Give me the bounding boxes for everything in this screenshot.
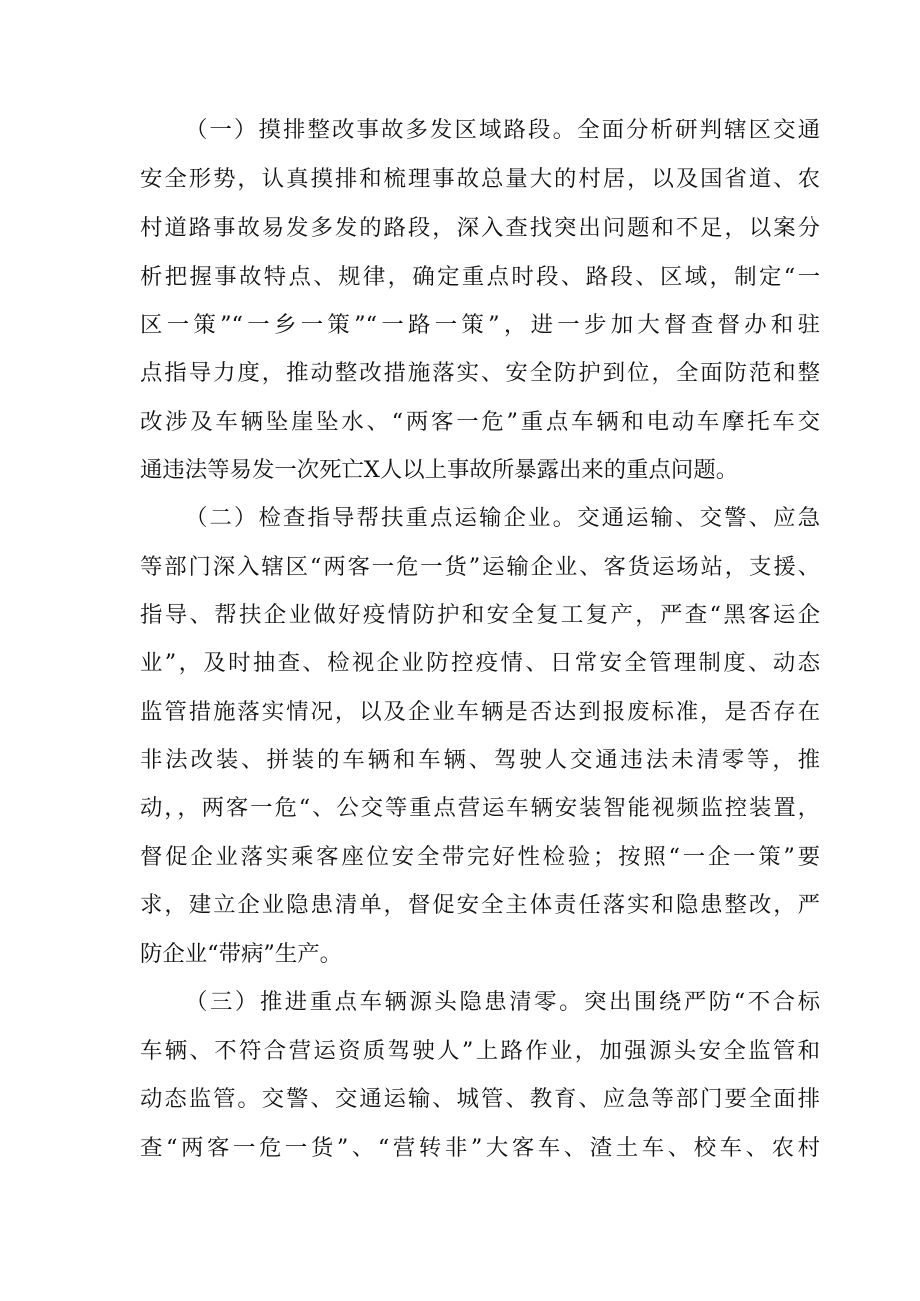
text-line: 动态监管。交警、交通运输、城管、教育、应急等部门要全面排 [140,1086,820,1112]
text-line: 指导、帮扶企业做好疫情防护和安全复工复产，严查“黑客运企 [140,602,820,628]
text-line: 业”，及时抽查、检视企业防控疫情、日常安全管理制度、动态 [140,650,820,676]
text-line: 监管措施落实情况，以及企业车辆是否达到报废标准，是否存在 [140,699,820,725]
text-line: 安全形势，认真摸排和梳理事故总量大的村居，以及国省道、农 [140,166,820,192]
text-line: （一）摸排整改事故多发区域路段。全面分析研判辖区交通 [185,117,820,143]
text-line: （三）推进重点车辆源头隐患清零。突出围绕严防“不合标 [185,989,820,1015]
text-line: 督促企业落实乘客座位安全带完好性检验；按照“一企一策”要 [140,844,820,870]
text-line: 区一策”“一乡一策”“一路一策”，进一步加大督查督办和驻 [140,312,820,338]
text-line: 非法改装、拼装的车辆和车辆、驾驶人交通违法未清零等，推 [140,747,820,773]
text-line: 等部门深入辖区“两客一危一货”运输企业、客货运场站，支援、 [140,554,820,580]
text-line: （二）检查指导帮扶重点运输企业。交通运输、交警、应急 [185,505,820,531]
text-line: 查“两客一危一货”、“营转非”大客车、渣土车、校车、农村 [140,1135,820,1161]
text-line: 车辆、不符合营运资质驾驶人”上路作业，加强源头安全监管和 [140,1038,820,1064]
text-line: 村道路事故易发多发的路段，深入查找突出问题和不足，以案分 [140,215,820,241]
text-line: 防企业“带病”生产。 [140,941,343,967]
text-line: 点指导力度，推动整改措施落实、安全防护到位，全面防范和整 [140,360,820,386]
text-line: 通违法等易发一次死亡X人以上事故所暴露出来的重点问题。 [140,457,739,483]
text-line: 析把握事故特点、规律，确定重点时段、路段、区域，制定“一 [140,264,820,290]
text-line: 求，建立企业隐患清单，督促安全主体责任落实和隐患整改，严 [140,892,820,918]
text-line: 改涉及车辆坠崖坠水、“两客一危”重点车辆和电动车摩托车交 [140,409,820,435]
text-line: 动，，两客一危“、公交等重点营运车辆安装智能视频监控装置， [140,795,820,821]
